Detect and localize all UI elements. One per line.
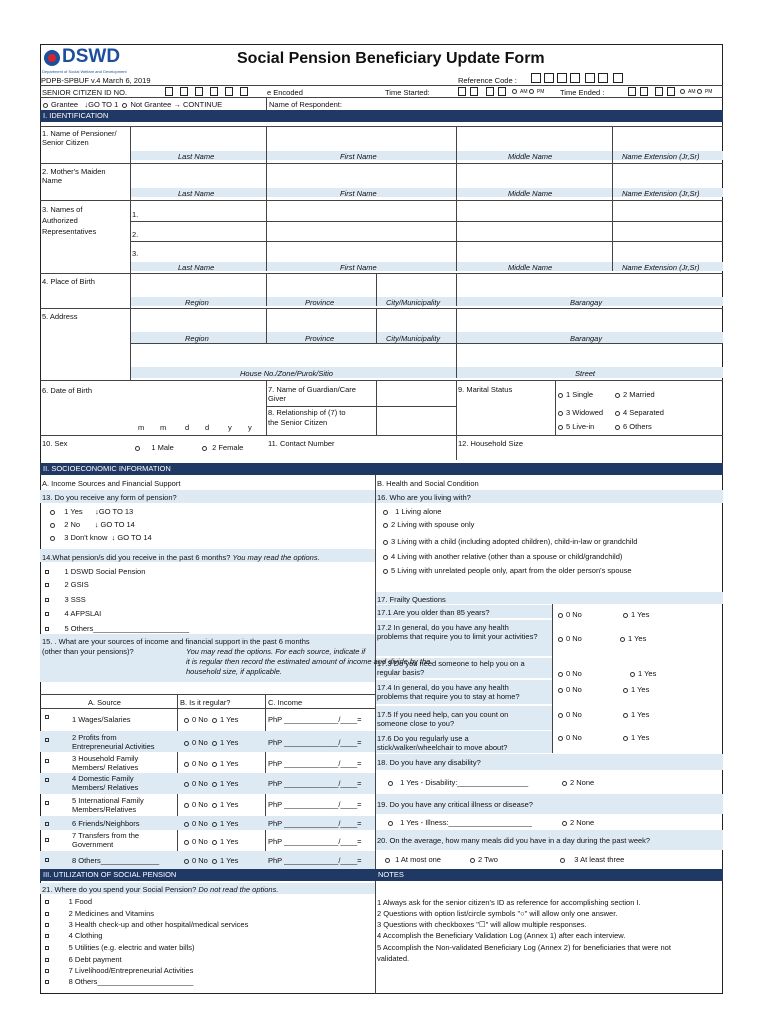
q20-label: 20. On the average, how many meals did you have in a day during the past week? — [377, 836, 651, 845]
q1-label: 1. Name of Pensioner/ Senior Citizen — [42, 129, 117, 147]
q21-opt[interactable]: 1 Food — [68, 897, 93, 906]
income-field[interactable]: PhP _____________/____= — [268, 738, 362, 747]
not-grantee-option[interactable]: Not Grantee → CONTINUE — [130, 100, 223, 109]
col-income: C. Income — [268, 698, 303, 707]
middle-name-caption: Middle Name — [508, 189, 553, 198]
dob-y1: y — [228, 423, 232, 432]
marital-others[interactable]: 6 Others — [623, 422, 652, 431]
col-regular: B. Is it regular? — [180, 698, 231, 707]
note-5: 5 Accomplish the Non-validated Beneficiary Log (Annex 2) for beneficiaries that were not — [377, 943, 671, 952]
ref-box[interactable] — [613, 73, 623, 83]
note-3: 3 Questions with checkboxes "☐" will allow multiple responses. — [377, 920, 587, 929]
id-box[interactable] — [195, 87, 203, 96]
grantee-option[interactable]: Grantee — [51, 100, 79, 109]
source-government: 7 Transfers from the Government — [72, 831, 140, 849]
q13-no-goto: ↓ GO TO 14 — [94, 520, 135, 529]
q17-3: 17.3 Do you need someone to help you on a regular basis? — [377, 659, 525, 677]
q5-label: 5. Address — [42, 312, 78, 321]
rep-2: 2. — [132, 230, 139, 239]
q18-yes[interactable]: 1 Yes - Disability:_________________ — [400, 778, 529, 787]
marital-married[interactable]: 2 Married — [623, 390, 655, 399]
marital-livein[interactable]: 5 Live-in — [566, 422, 595, 431]
id-box[interactable] — [240, 87, 248, 96]
q4-label: 4. Place of Birth — [42, 277, 95, 286]
rep-3: 3. — [132, 249, 139, 258]
time-box[interactable] — [628, 87, 636, 96]
q11-label: 11. Contact Number — [268, 439, 335, 448]
form-code: PDPB-SPBUF v.4 March 6, 2019 — [41, 76, 151, 85]
time-box[interactable] — [640, 87, 648, 96]
section-identification: I. IDENTIFICATION — [40, 110, 723, 122]
sex-female[interactable]: 2 Female — [212, 443, 244, 452]
q21-opt[interactable]: 6 Debt payment — [68, 955, 122, 964]
pm-option[interactable]: PM — [536, 89, 545, 95]
regular-no[interactable]: 0 No — [192, 800, 208, 809]
source-profits: 2 Profits from Entrepreneurial Activities — [72, 733, 155, 751]
house-caption: House No./Zone/Purok/Sitio — [240, 369, 333, 378]
regular-yes[interactable]: 1 Yes — [220, 856, 239, 865]
form-title: Social Pension Beneficiary Update Form — [237, 50, 545, 67]
section-socioeconomic: II. SOCIOECONOMIC INFORMATION — [40, 463, 723, 475]
time-ended-label: Time Ended : — [560, 88, 605, 97]
source-domestic: 4 Domestic Family Members/ Relatives — [72, 774, 139, 792]
regular-no[interactable]: 0 No — [192, 779, 208, 788]
q14-opt[interactable]: 1 DSWD Social Pension — [64, 567, 146, 576]
id-box[interactable] — [180, 87, 188, 96]
time-box[interactable] — [470, 87, 478, 96]
regular-no[interactable]: 0 No — [192, 715, 208, 724]
note-1: 1 Always ask for the senior citizen's ID as reference for accomplishing section I. — [377, 898, 641, 907]
q19-yes[interactable]: 1 Yes - Illness:____________________ — [400, 818, 532, 827]
dob-y2: y — [248, 423, 252, 432]
last-name-caption: Last Name — [178, 152, 215, 161]
dswd-logo — [42, 46, 157, 76]
source-household: 3 Household Family Members/ Relatives — [72, 754, 139, 772]
q15-instruction: You may read the options. For each source, indicate if it is regular then record the estimated amount of income and divide by the household size, if applicable. — [186, 647, 431, 676]
regular-yes[interactable]: 1 Yes — [220, 738, 239, 747]
am-option[interactable]: AM — [520, 89, 528, 95]
first-name-caption: First Name — [340, 263, 377, 272]
note-4: 4 Accomplish the Beneficiary Validation Log (Annex 1) after each interview. — [377, 931, 626, 940]
q21-instruction: Do not read the options. — [198, 885, 279, 894]
regular-no[interactable]: 0 No — [192, 837, 208, 846]
health-heading: B. Health and Social Condition — [377, 479, 479, 488]
q13-dontknow[interactable]: 3 Don't know — [64, 533, 108, 542]
am-option[interactable]: AM — [688, 89, 696, 95]
marital-widowed[interactable]: 3 Widowed — [566, 408, 604, 417]
city-caption: City/Municipality — [386, 334, 441, 343]
q21-opt[interactable]: 4 Clothing — [68, 931, 103, 940]
q3-label: 3. Names of Authorized Representatives — [42, 205, 97, 236]
senior-id-label: SENIOR CITIZEN ID NO. — [42, 88, 128, 97]
ref-box[interactable] — [585, 73, 595, 83]
income-field[interactable]: PhP _____________/____= — [268, 837, 362, 846]
q18-label: 18. Do you have any disability? — [377, 758, 481, 767]
rep-1: 1. — [132, 210, 139, 219]
q14-instruction: You may read the options. — [232, 553, 320, 562]
income-heading: A. Income Sources and Financial Support — [42, 479, 181, 488]
income-field[interactable]: PhP _____________/____= — [268, 715, 362, 724]
q14-opt[interactable]: 2 GSIS — [64, 580, 89, 589]
q18-none[interactable]: 2 None — [570, 778, 595, 787]
name-ext-caption: Name Extension (Jr,Sr) — [622, 189, 700, 198]
q17-5-yes[interactable]: 1 Yes — [631, 710, 650, 719]
q17-3-no[interactable]: 0 No — [566, 669, 582, 678]
note-5-cont: validated. — [377, 954, 410, 963]
id-box[interactable] — [210, 87, 218, 96]
income-field[interactable]: PhP _____________/____= — [268, 759, 362, 768]
q17-1-no[interactable]: 0 No — [566, 610, 582, 619]
income-field[interactable]: PhP _____________/____= — [268, 800, 362, 809]
q17-2-no[interactable]: 0 No — [566, 634, 582, 643]
regular-yes[interactable]: 1 Yes — [220, 759, 239, 768]
q17-5: 17.5 If you need help, can you count on someone close to you? — [377, 710, 509, 728]
q7-label: 7. Name of Guardian/Care Giver — [268, 385, 356, 403]
q21-opt[interactable]: 7 Livelihood/Entrepreneurial Activities — [68, 966, 194, 975]
time-box[interactable] — [486, 87, 494, 96]
dob-m2: m — [160, 423, 167, 432]
income-field[interactable]: PhP _____________/____= — [268, 819, 362, 828]
q6-label: 6. Date of Birth — [42, 386, 93, 395]
source-wages: 1 Wages/Salaries — [72, 715, 131, 724]
ref-box[interactable] — [544, 73, 554, 83]
city-caption: City/Municipality — [386, 298, 441, 307]
time-box[interactable] — [655, 87, 663, 96]
q12-label: 12. Household Size — [458, 439, 524, 448]
middle-name-caption: Middle Name — [508, 152, 553, 161]
q19-label: 19. Do you have any critical illness or disease? — [377, 800, 533, 809]
time-box[interactable] — [667, 87, 675, 96]
q13-label: 13. Do you receive any form of pension? — [42, 493, 177, 502]
q17-3-yes[interactable]: 1 Yes — [638, 669, 657, 678]
q21-opt[interactable]: 2 Medicines and Vitamins — [68, 909, 154, 918]
notes-heading: NOTES — [375, 869, 723, 881]
sex-male[interactable]: 1 Male — [151, 443, 174, 452]
q21-opt[interactable]: 3 Health check-up and other hospital/medical services — [68, 920, 249, 929]
q17-6-no[interactable]: 0 No — [566, 733, 582, 742]
regular-yes[interactable]: 1 Yes — [220, 800, 239, 809]
q13-yes-goto: ↓GO TO 13 — [95, 507, 134, 516]
q17-1: 17.1 Are you older than 85 years? — [377, 608, 490, 617]
q13-dk-goto: ↓ GO TO 14 — [111, 533, 152, 542]
regular-yes[interactable]: 1 Yes — [220, 715, 239, 724]
q16-opt[interactable]: 5 Living with unrelated people only, apart from the older person's spouse — [391, 566, 632, 575]
dob-d2: d — [205, 423, 210, 432]
q21-opt[interactable]: 5 Utilities (e.g. electric and water bills) — [68, 943, 195, 952]
q17-6-yes[interactable]: 1 Yes — [631, 733, 650, 742]
q17-1-yes[interactable]: 1 Yes — [631, 610, 650, 619]
reference-code-label: Reference Code : — [458, 76, 517, 85]
q17-label: 17. Frailty Questions — [377, 595, 446, 604]
barangay-caption: Barangay — [570, 334, 603, 343]
ref-box[interactable] — [531, 73, 541, 83]
dob-m1: m — [138, 423, 145, 432]
col-source: A. Source — [88, 698, 121, 707]
regular-yes[interactable]: 1 Yes — [220, 819, 239, 828]
q14-opt[interactable]: 4 AFPSLAI — [64, 609, 102, 618]
dob-d1: d — [185, 423, 190, 432]
q20-opt2[interactable]: 2 Two — [478, 855, 498, 864]
q9-label: 9. Marital Status — [458, 385, 513, 394]
last-name-caption: Last Name — [178, 263, 215, 272]
regular-yes[interactable]: 1 Yes — [220, 779, 239, 788]
q16-opt[interactable]: 4 Living with another relative (other than a spouse or child/grandchild) — [391, 552, 623, 561]
q17-6: 17.6 Do you regularly use a stick/walker/wheelchair to move about? — [377, 734, 508, 752]
logo-subtext: Department of Social Welfare and Development — [42, 69, 127, 74]
q15-label: 15. . What are your sources of income and financial support in the past 6 months (other than your pensions)? — [42, 637, 310, 656]
q14-opt[interactable]: 5 Others_______________________ — [64, 624, 190, 633]
q17-2: 17.2 In general, do you have any health problems that require you to limit your activities? — [377, 623, 538, 641]
regular-no[interactable]: 0 No — [192, 738, 208, 747]
regular-no[interactable]: 0 No — [192, 819, 208, 828]
time-box[interactable] — [458, 87, 466, 96]
q13-yes[interactable]: 1 Yes — [64, 507, 83, 516]
q17-4: 17.4 In general, do you have any health problems that require you to stay at home? — [377, 683, 520, 701]
regular-no[interactable]: 0 No — [192, 759, 208, 768]
id-box[interactable] — [225, 87, 233, 96]
q10-label: 10. Sex — [42, 439, 68, 448]
section-utilization: III. UTILIZATION OF SOCIAL PENSION — [40, 869, 375, 881]
q17-4-yes[interactable]: 1 Yes — [631, 685, 650, 694]
barangay-caption: Barangay — [570, 298, 603, 307]
marital-single[interactable]: 1 Single — [566, 390, 594, 399]
q16-opt[interactable]: 1 Living alone — [395, 507, 442, 516]
q14-label: 14.What pension/s did you receive in the past 6 months? — [42, 553, 231, 562]
regular-no[interactable]: 0 No — [192, 856, 208, 865]
q20-opt1[interactable]: 1 At most one — [395, 855, 441, 864]
ref-box[interactable] — [557, 73, 567, 83]
encoded-label: e Encoded — [267, 88, 303, 97]
pm-option[interactable]: PM — [704, 89, 713, 95]
q21-label: 21. Where do you spend your Social Pension? — [42, 885, 197, 894]
ref-box[interactable] — [598, 73, 608, 83]
source-international: 5 International Family Members/Relatives — [72, 796, 144, 814]
last-name-caption: Last Name — [178, 189, 215, 198]
time-box[interactable] — [498, 87, 506, 96]
name-ext-caption: Name Extension (Jr,Sr) — [622, 263, 700, 272]
income-field[interactable]: PhP _____________/____= — [268, 779, 362, 788]
q14-opt[interactable]: 3 SSS — [64, 595, 86, 604]
income-field[interactable]: PhP _____________/____= — [268, 856, 362, 865]
region-caption: Region — [185, 298, 209, 307]
q17-2-yes[interactable]: 1 Yes — [628, 634, 647, 643]
q17-4-no[interactable]: 0 No — [566, 685, 582, 694]
go-to-1: ↓GO TO 1 — [84, 100, 119, 109]
q17-5-no[interactable]: 0 No — [566, 710, 582, 719]
street-caption: Street — [575, 369, 596, 378]
province-caption: Province — [305, 334, 335, 343]
name-ext-caption: Name Extension (Jr,Sr) — [622, 152, 700, 161]
q13-no[interactable]: 2 No — [64, 520, 81, 529]
first-name-caption: First Name — [340, 152, 377, 161]
logo-text: DSWD — [62, 46, 121, 67]
q21-opt[interactable]: 8 Others_______________________ — [68, 977, 194, 986]
first-name-caption: First Name — [340, 189, 377, 198]
q20-opt3[interactable]: 3 At least three — [574, 855, 625, 864]
q16-opt[interactable]: 3 Living with a child (including adopted children), child-in-law or grandchild — [391, 537, 638, 546]
ref-box[interactable] — [570, 73, 580, 83]
q8-label: 8. Relationship of (7) to the Senior Citizen — [268, 408, 346, 427]
note-2: 2 Questions with option list/circle symbols "○" will allow only one answer. — [377, 909, 618, 918]
time-started-label: Time Started: — [385, 88, 430, 97]
regular-yes[interactable]: 1 Yes — [220, 837, 239, 846]
q16-opt[interactable]: 2 Living with spouse only — [391, 520, 475, 529]
id-box[interactable] — [165, 87, 173, 96]
respondent-label: Name of Respondent: — [269, 100, 342, 109]
province-caption: Province — [305, 298, 335, 307]
q2-label: 2. Mother's Maiden Name — [42, 167, 106, 185]
q19-none[interactable]: 2 None — [570, 818, 595, 827]
q16-label: 16. Who are you living with? — [377, 493, 471, 502]
source-others: 8 Others______________ — [72, 856, 160, 865]
region-caption: Region — [185, 334, 209, 343]
middle-name-caption: Middle Name — [508, 263, 553, 272]
source-friends: 6 Friends/Neighbors — [72, 819, 140, 828]
marital-separated[interactable]: 4 Separated — [623, 408, 664, 417]
